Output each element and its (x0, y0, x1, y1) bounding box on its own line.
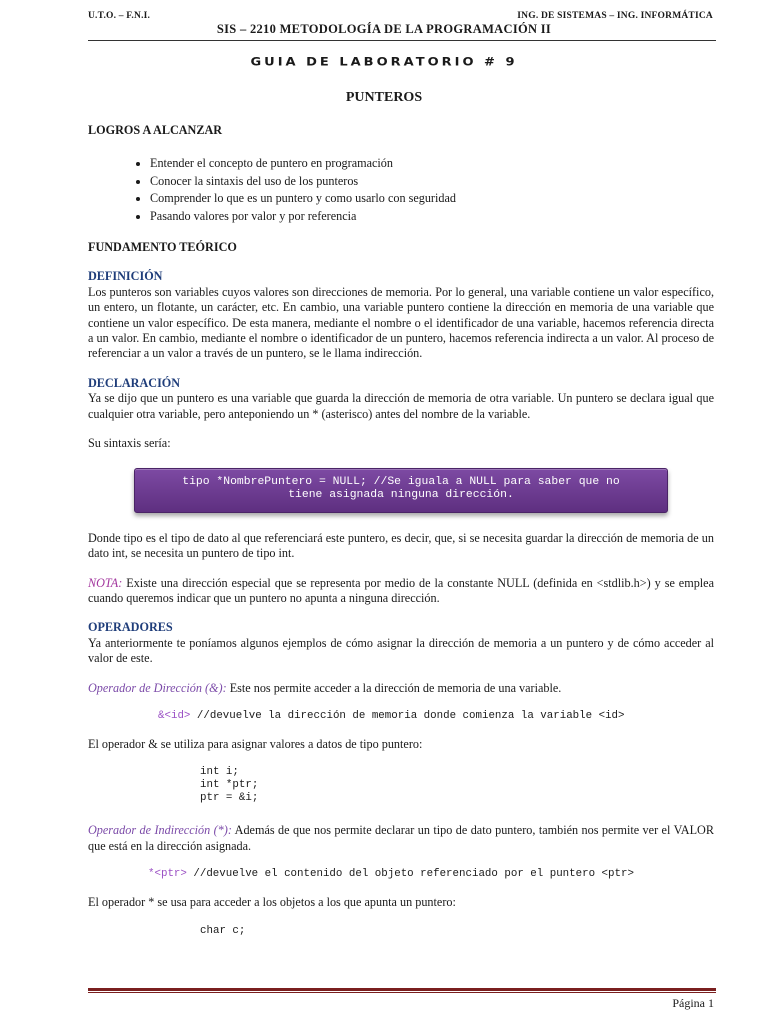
declaration-explanation: Donde tipo es el tipo de dato al que referenciará este puntero, es decir, que, si se necesita guardar la dirección de memoria de un dato int, se necesita un puntero de tipo int. (88, 530, 714, 561)
list-item: • Entender el concepto de puntero en programación (150, 156, 714, 171)
declaration-text: Ya se dijo que un puntero es una variable que guarda la dirección de memoria de otra variable. Un puntero se declara igual que cualquier otra variable, pero anteponiendo un * (asterisco) antes del nombre de la variable. (88, 391, 714, 421)
footer-divider (88, 988, 716, 991)
note-paragraph (88, 576, 714, 607)
goals-heading: LOGROS A ALCANZAR (88, 123, 223, 137)
code-token: &<id> (158, 709, 191, 722)
indirection-operator-text: Además de que nos permite declarar un tipo de dato puntero, también nos permite ver el VALOR que está en la dirección asignada. (88, 823, 714, 853)
note-text: Existe una dirección especial que se representa por medio de la constante NULL (definida en <stdlib.h>) y se emplea cuando queremos indicar que un puntero no apunta a ninguna dirección. (88, 575, 714, 605)
lab-guide-title: GUIA DE LABORATORIO # 9 (250, 56, 518, 69)
operators-intro: Ya anteriormente te poníamos algunos ejemplos de cómo asignar la dirección de memoria a un puntero y de cómo acceder al valor de este. (88, 635, 714, 666)
indirection-use-text: El operador * se usa para acceder a los objetos a los que apunta un puntero: (88, 895, 456, 910)
note-label: NOTA: (88, 575, 123, 590)
code-comment: //devuelve el contenido del objeto referenciado por el puntero <ptr> (186, 868, 634, 881)
operators-heading: OPERADORES (88, 620, 173, 635)
header-course: SIS – 2210 METODOLOGÍA DE LA PROGRAMACIÓN II (216, 22, 552, 36)
indirection-operator-paragraph (88, 823, 714, 854)
address-use-text: El operador & se utiliza para asignar valores a datos de tipo puntero: (88, 736, 423, 751)
header-department: ING. DE SISTEMAS – ING. INFORMÁTICA (517, 11, 713, 21)
code-line: tipo *NombrePuntero = NULL; //Se iguala a NULL para saber que no (182, 475, 620, 488)
address-operator-paragraph (88, 681, 714, 696)
address-code-line (88, 710, 714, 723)
list-item: • Comprender lo que es un puntero y como usarlo con seguridad (150, 191, 714, 206)
header-divider (88, 40, 716, 41)
header-institution: U.T.O. – F.N.I. (88, 11, 151, 21)
page-number: Página 1 (672, 996, 714, 1010)
list-item: • Pasando valores por valor y por referencia (150, 209, 714, 224)
theory-heading: FUNDAMENTO TEÓRICO (88, 240, 237, 255)
code-token: *<ptr> (148, 868, 187, 881)
syntax-code-box (134, 468, 668, 513)
definition-heading: DEFINICIÓN (88, 269, 163, 284)
code-line: tiene asignada ninguna dirección. (288, 489, 514, 502)
code-comment: //devuelve la dirección de memoria donde comienza la variable <id> (190, 709, 625, 722)
definition-text: Los punteros son variables cuyos valores son direcciones de memoria. Por lo general, una variable contiene un valor específico, un entero, un flotante, un carácter, etc. En cambio, una variable puntero contiene la dirección en memoria de una variable que contiene un valor específico. De esta manera, mediante el nombre o el identificador de una variable, hacemos referencia directa a un valor. En cambio, mediante el nombre o identificador de un puntero, hacemos referencia indirecta a un valor. Al proceso de referenciar a un valor a través de un puntero, se le llama indirección. (88, 284, 714, 361)
declaration-heading: DECLARACIÓN (88, 375, 181, 390)
goals-list (88, 156, 714, 224)
address-operator-label: Operador de Dirección (&): (88, 680, 227, 695)
address-operator-text: Este nos permite acceder a la dirección de memoria de una variable. (226, 680, 562, 695)
indirection-code-line (88, 868, 714, 881)
page-title: PUNTEROS (345, 90, 423, 105)
code-line: ptr = &i; (200, 792, 259, 805)
syntax-intro: Su sintaxis sería: (88, 436, 171, 451)
document-body (88, 123, 714, 938)
indirection-operator-label: Operador de Indirección (*): (88, 823, 232, 838)
code-line: char c; (200, 924, 246, 937)
footer-divider-thin (88, 992, 716, 993)
code-line: int *ptr; (200, 779, 259, 792)
list-item: • Conocer la sintaxis del uso de los punteros (150, 174, 714, 189)
code-line: int i; (200, 766, 239, 779)
